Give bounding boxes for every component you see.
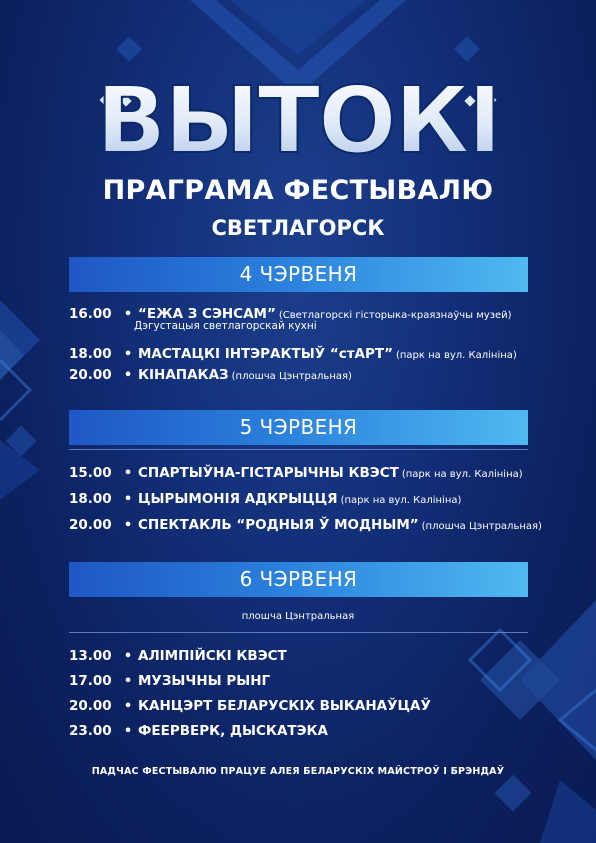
event-place: (парк на вул. Калініна) (395, 350, 517, 361)
bullet-icon: • (123, 307, 133, 322)
event-time: 18.00 (69, 346, 112, 362)
day-banner-june-4: 4 ЧЭРВЕНЯ (69, 257, 528, 292)
event-row (69, 488, 569, 507)
event-name: ЦЫРЫМОНІЯ АДКРЫЦЦЯ (138, 491, 338, 507)
event-row (69, 695, 569, 714)
event-name: АЛІМПІЙСКІ КВЭСТ (138, 648, 287, 664)
event-place: (парк на вул. Калініна) (401, 469, 523, 480)
event-row (69, 364, 569, 383)
event-name: “ЕЖА З СЭНСАМ” (138, 306, 276, 322)
bullet-icon: • (123, 724, 133, 739)
festival-logo (0, 48, 596, 173)
bullet-icon: • (123, 699, 133, 714)
event-time: 13.00 (69, 648, 112, 664)
event-row (69, 462, 569, 481)
event-place: (парк на вул. Калініна) (340, 495, 462, 506)
event-name: СПЕКТАКЛЬ “РОДНЫЯ Ў МОДНЫМ” (138, 517, 419, 533)
event-time: 18.00 (69, 491, 112, 507)
event-row (69, 720, 569, 739)
event-time: 20.00 (69, 698, 112, 714)
city-name: СВЕТЛАГОРСК (211, 216, 385, 240)
event-name: КІНАПАКАЗ (138, 367, 229, 383)
bullet-icon: • (123, 674, 133, 689)
event-row (69, 645, 569, 664)
bullet-icon: • (123, 518, 133, 533)
event-name: КАНЦЭРТ БЕЛАРУСКІХ ВЫКАНАЎЦАЎ (138, 698, 431, 714)
day-venue: плошча Цэнтральная (241, 611, 355, 622)
bullet-icon: • (123, 649, 133, 664)
divider (69, 449, 528, 450)
day-banner-june-5: 5 ЧЭРВЕНЯ (69, 410, 528, 445)
divider (69, 632, 528, 633)
bullet-icon: • (123, 492, 133, 507)
event-name: МУЗЫЧНЫ РЫНГ (138, 673, 271, 689)
event-name: МАСТАЦКІ ІНТЭРАКТЫЎ “стАРТ” (138, 346, 393, 362)
event-row (69, 343, 569, 362)
event-time: 15.00 (69, 465, 112, 481)
program-title: ПРАГРАМА ФЕСТЫВАЛЮ (102, 175, 494, 206)
event-time: 17.00 (69, 673, 112, 689)
event-place: (плошча Цэнтральная) (231, 371, 352, 382)
event-row (69, 514, 569, 533)
event-name: СПАРТЫЎНА-ГІСТАРЫЧНЫ КВЭСТ (138, 465, 399, 481)
day-banner-june-6: 6 ЧЭРВЕНЯ (69, 562, 528, 597)
event-subtitle: Дэгустацыя светлагорскай кухні (134, 320, 317, 332)
event-time: 23.00 (69, 723, 112, 739)
event-name: ФЕЕРВЕРК, ДЫСКАТЭКА (138, 723, 328, 739)
event-time: 20.00 (69, 367, 112, 383)
bullet-icon: • (123, 347, 133, 362)
event-time: 20.00 (69, 517, 112, 533)
bullet-icon: • (123, 368, 133, 383)
event-time: 16.00 (69, 306, 112, 322)
event-place: (плошча Цэнтральная) (421, 521, 542, 532)
logo-text: ВЫТОКІ (96, 67, 500, 173)
bullet-icon: • (123, 466, 133, 481)
event-row (69, 670, 569, 689)
footer-note: ПАДЧАС ФЕСТЫВАЛЮ ПРАЦУЕ АЛЕЯ БЕЛАРУСКІХ МАЙСТРОЎ І БРЭНДАЎ (91, 766, 505, 777)
event-place: (Светлагорскі гісторыка-краязнаўчы музей) (278, 310, 512, 321)
